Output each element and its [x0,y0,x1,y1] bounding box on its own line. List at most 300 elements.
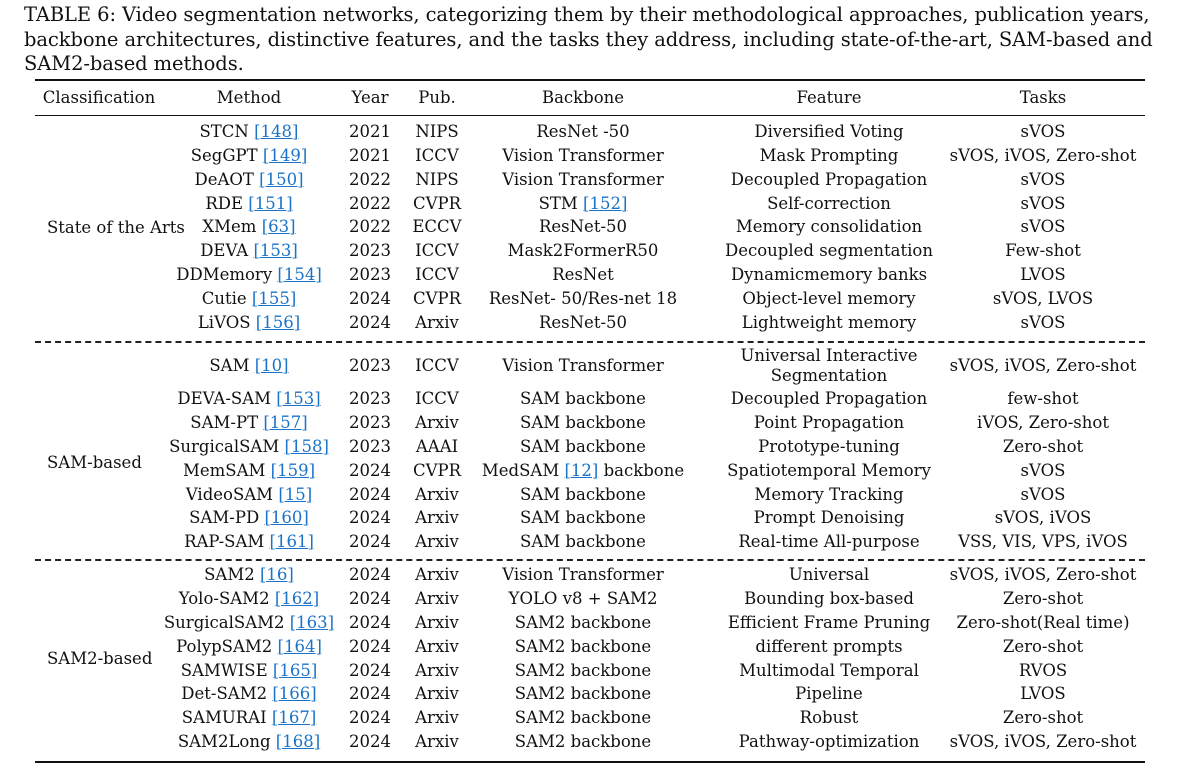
feature-value: Decoupled Propagation [730,170,928,189]
backbone-cell [515,708,651,728]
method-cell [194,170,303,190]
tasks-value: sVOS [1020,461,1066,480]
year-value: 2024 [349,613,391,632]
header-backbone: Backbone [541,88,625,107]
tasks-value: sVOS, iVOS, Zero-shot [949,146,1137,165]
citation-link[interactable]: [154] [277,265,322,284]
pub-cell [415,613,459,633]
feature-value: Pipeline [795,684,863,703]
citation-link[interactable]: [148] [254,122,299,141]
pub-cell [415,532,459,552]
header-method: Method [216,88,282,107]
pub-cell [415,170,458,190]
pub-value: Arxiv [415,613,459,632]
backbone-value: SAM backbone [520,413,646,432]
citation-link[interactable]: [161] [269,532,314,551]
year-cell [349,194,391,214]
backbone-value: ResNet-50 [538,313,628,332]
year-value: 2024 [349,708,391,727]
pub-cell [415,485,459,505]
year-value: 2024 [349,661,391,680]
pub-cell [415,356,459,376]
feature-cell [742,313,916,333]
feature-value: Efficient Frame Pruning [727,613,931,632]
tasks-cell [1003,589,1083,609]
year-cell [349,661,391,681]
pub-cell [413,194,461,214]
backbone-value: SAM backbone [520,532,646,551]
tasks-value: Zero-shot [1002,589,1084,608]
backbone-citation-link[interactable]: [152] [583,194,628,213]
pub-value: CVPR [412,461,462,480]
feature-value: Robust [799,708,859,727]
method-cell [204,565,294,585]
method-name: MemSAM [182,461,266,480]
backbone-value: Vision Transformer [502,146,664,165]
backbone-cell [536,122,629,142]
method-name: DDMemory [176,265,273,284]
backbone-value: SAM2 backbone [514,732,652,751]
method-cell [169,437,329,457]
year-cell [349,684,391,704]
feature-cell [739,732,920,752]
header-classification: Classification [42,88,156,107]
pub-value: NIPS [415,170,459,189]
year-cell [349,265,391,285]
year-value: 2023 [349,356,391,375]
feature-cell [738,532,919,552]
backbone-value: Vision Transformer [502,170,664,189]
tasks-cell [977,413,1109,433]
tasks-value: Zero-shot [1002,437,1084,456]
tasks-value: sVOS [1020,217,1066,236]
feature-value: Decoupled Propagation [730,389,928,408]
tasks-value: sVOS, iVOS [994,508,1092,527]
method-cell [202,289,297,309]
backbone-cell [515,637,651,657]
pub-value: Arxiv [415,532,459,551]
method-cell [176,637,322,657]
feature-cell [795,684,863,704]
feature-cell [728,613,930,633]
method-name: Det-SAM2 [181,684,268,703]
year-value: 2024 [349,589,391,608]
method-name: Yolo-SAM2 [178,589,270,608]
feature-value: Prompt Denoising [753,508,905,527]
feature-cell [740,346,917,386]
citation-link[interactable]: [63] [261,217,296,236]
pub-value: ICCV [415,265,459,284]
tasks-value: sVOS [1020,313,1066,332]
tasks-cell [1003,637,1083,657]
method-name: DEVA [200,241,249,260]
year-cell [349,589,391,609]
feature-value: Real-time All-purpose [738,532,920,551]
backbone-value: Vision Transformer [502,356,664,375]
method-cell [178,732,320,752]
backbone-cell [509,589,658,609]
backbone-cell [520,437,646,457]
group-label-sota: State of the Arts [47,218,185,237]
tasks-cell [1003,437,1083,457]
pub-value: Arxiv [415,732,459,751]
backbone-cell [539,313,627,333]
method-cell [200,122,299,142]
feature-cell [754,485,903,505]
feature-value: Self-correction [767,194,891,213]
backbone-value: Vision Transformer [502,565,664,584]
pub-cell [415,146,459,166]
tasks-value: sVOS [1020,194,1066,213]
backbone-cell [515,613,651,633]
pub-value: NIPS [415,122,459,141]
method-name: SAM-PT [190,413,259,432]
citation-link[interactable]: [167] [271,708,317,727]
citation-link[interactable]: [149] [262,146,308,165]
tasks-cell [1003,708,1083,728]
feature-cell [754,413,904,433]
feature-value: Decoupled segmentation [725,241,933,260]
method-cell [186,485,312,505]
method-name: STCN [199,122,249,141]
tasks-value: RVOS [1018,661,1068,680]
tasks-cell [1005,241,1081,261]
year-value: 2024 [349,565,391,584]
tasks-cell [993,289,1093,309]
year-cell [349,485,391,505]
tasks-cell [1021,170,1066,190]
citation-link[interactable]: [160] [264,508,309,527]
tasks-cell [1021,485,1066,505]
pub-value: Arxiv [415,313,459,332]
method-name: DEVA-SAM [177,389,272,408]
header-tasks: Tasks [1019,88,1067,107]
year-value: 2024 [349,684,391,703]
backbone-cell [515,661,651,681]
backbone-value: ResNet -50 [536,122,630,141]
method-name: VideoSAM [185,485,274,504]
year-value: 2023 [349,413,391,432]
citation-link[interactable]: [159] [270,461,316,480]
header-pub: Pub. [418,88,456,107]
tasks-cell [950,732,1137,752]
feature-value: Mask Prompting [759,146,899,165]
year-cell [349,217,391,237]
backbone-cell [515,684,651,704]
feature-cell [727,461,931,481]
backbone-cell [482,461,684,481]
citation-link[interactable]: [153] [253,241,298,260]
tasks-cell [1021,313,1066,333]
backbone-cell [539,217,627,237]
pub-cell [415,508,459,528]
backbone-value: SAM2 backbone [514,684,652,703]
method-name: SegGPT [190,146,258,165]
feature-value: Object-level memory [742,289,916,308]
pub-value: Arxiv [415,684,459,703]
tasks-value: sVOS [1020,170,1066,189]
tasks-cell [1007,389,1078,409]
method-name: SAM2 [204,565,255,584]
tasks-value: iVOS, Zero-shot [977,413,1109,432]
feature-value: Prototype-tuning [758,437,900,456]
method-cell [181,661,318,681]
method-name: SAMWISE [180,661,268,680]
group-label-sam: SAM-based [47,453,142,472]
backbone-value: SAM2 backbone [514,613,652,632]
citation-link[interactable]: [157] [263,413,308,432]
feature-value: Spatiotemporal Memory [727,461,931,480]
year-value: 2022 [349,194,391,213]
citation-link[interactable]: [166] [272,684,317,703]
year-cell [349,437,391,457]
tasks-value: Zero-shot(Real time) [956,613,1130,632]
year-value: 2021 [349,146,391,165]
feature-cell [754,122,903,142]
pub-cell [415,241,459,261]
pub-cell [415,413,459,433]
tasks-value: few-shot [1007,389,1079,408]
backbone-value: ResNet- 50/Res-net 18 [488,289,678,308]
pub-value: CVPR [412,194,462,213]
backbone-citation-link[interactable]: [12] [564,461,599,480]
backbone-value: SAM backbone [520,485,646,504]
method-cell [209,356,288,376]
feature-value: Memory Tracking [754,485,904,504]
feature-value: Bounding box-based [744,589,914,608]
backbone-value: Mask2FormerR50 [507,241,659,260]
pub-cell [413,289,461,309]
citation-link[interactable]: [168] [275,732,321,751]
citation-link[interactable]: [153] [276,389,321,408]
pub-cell [415,732,459,752]
year-cell [349,461,391,481]
header-year: Year [351,88,389,107]
method-name: SAM [209,356,250,375]
year-value: 2023 [349,265,391,284]
pub-value: Arxiv [415,565,459,584]
feature-cell [758,437,900,457]
method-cell [190,413,307,433]
pub-value: Arxiv [415,589,459,608]
tasks-value: sVOS, iVOS, Zero-shot [949,356,1137,375]
pub-value: ECCV [412,217,462,236]
method-name: Cutie [201,289,247,308]
feature-value: Multimodal Temporal [739,661,919,680]
header-feature: Feature [796,88,862,107]
citation-link[interactable]: [156] [255,313,301,332]
feature-cell [731,389,927,409]
pub-cell [415,265,459,285]
method-cell [179,589,319,609]
method-cell [176,265,322,285]
year-cell [349,732,391,752]
method-name: SAMURAI [181,708,267,727]
feature-cell [742,289,915,309]
feature-value: Memory consolidation [735,217,923,236]
group-label-sam2: SAM2-based [47,649,153,668]
year-cell [349,565,391,585]
pub-value: ICCV [415,356,459,375]
citation-link[interactable]: [16] [260,565,294,584]
feature-cell [755,637,902,657]
tasks-cell [1021,217,1066,237]
tasks-cell [1020,265,1065,285]
backbone-cell [552,265,614,285]
method-cell [202,217,295,237]
backbone-value: MedSAM [481,461,560,480]
pub-value: ICCV [415,389,459,408]
citation-link[interactable]: [164] [277,637,322,656]
year-value: 2024 [349,732,391,751]
method-cell [164,613,334,633]
tasks-value: Zero-shot [1002,708,1084,727]
tasks-cell [1019,661,1067,681]
section-divider-1 [35,341,1145,343]
year-cell [349,508,391,528]
method-cell [198,313,300,333]
method-cell [183,461,315,481]
citation-link[interactable]: [155] [251,289,297,308]
pub-value: ICCV [415,241,459,260]
backbone-value: STM [538,194,578,213]
feature-cell [725,241,933,261]
method-cell [189,508,309,528]
feature-value: Pathway-optimization [738,732,920,751]
year-value: 2024 [349,289,391,308]
tasks-cell [950,356,1137,376]
pub-value: Arxiv [415,661,459,680]
feature-cell [739,661,919,681]
feature-cell [760,146,899,166]
backbone-cell [502,565,664,585]
citation-link[interactable]: [165] [272,661,318,680]
section-divider-2 [35,559,1145,561]
tasks-value: VSS, VIS, VPS, iVOS [958,532,1128,551]
backbone-cell [508,241,659,261]
year-value: 2023 [349,437,391,456]
feature-cell [754,508,905,528]
tasks-value: sVOS, iVOS, Zero-shot [949,565,1137,584]
method-cell [182,708,317,728]
pub-cell [415,637,459,657]
backbone-cell [520,413,646,433]
feature-cell [767,194,891,214]
tasks-cell [1021,194,1066,214]
pub-cell [415,589,459,609]
table-caption: TABLE 6: Video segmentation networks, categorizing them by their methodological approaches, publication years, backbone architectures, distinctive features, and the tasks they address, including state-of-the-art, SAM-based and SAM2-based methods. [24,3,1153,75]
pub-value: ICCV [415,146,459,165]
method-name: PolypSAM2 [176,637,273,656]
backbone-value: SAM2 backbone [514,708,652,727]
citation-link[interactable]: [158] [284,437,329,456]
citation-link[interactable]: [162] [274,589,320,608]
year-cell [349,289,391,309]
feature-value: Dynamicmemory banks [730,265,928,284]
pub-cell [415,684,459,704]
tasks-cell [1020,684,1065,704]
year-value: 2022 [349,170,391,189]
method-cell [200,241,298,261]
tasks-cell [995,508,1092,528]
pub-cell [413,461,461,481]
pub-value: CVPR [412,289,462,308]
citation-link[interactable]: [150] [259,170,304,189]
tasks-cell [958,532,1128,552]
year-cell [349,637,391,657]
backbone-value: SAM backbone [520,437,646,456]
year-value: 2024 [349,461,391,480]
method-name: SAM-PD [189,508,260,527]
method-name: DeAOT [194,170,254,189]
citation-link[interactable]: [163] [289,613,335,632]
year-value: 2024 [349,532,391,551]
tasks-value: LVOS [1020,265,1066,284]
tasks-cell [950,146,1137,166]
backbone-cell [515,732,651,752]
feature-cell [731,265,927,285]
citation-link[interactable]: [10] [254,356,289,375]
backbone-value: SAM backbone [520,389,646,408]
pub-cell [415,122,458,142]
pub-cell [412,217,461,237]
backbone-value: SAM2 backbone [514,661,652,680]
pub-value: Arxiv [415,413,459,432]
feature-value: Lightweight memory [741,313,917,332]
backbone-value: YOLO v8 + SAM2 [508,589,658,608]
backbone-value: ResNet-50 [538,217,628,236]
year-value: 2024 [349,485,391,504]
year-value: 2024 [349,637,391,656]
bottom-rule [35,761,1145,763]
backbone-value: SAM2 backbone [514,637,652,656]
method-name: RDE [205,194,244,213]
feature-cell [736,217,922,237]
year-value: 2024 [349,313,391,332]
backbone-value: ResNet [552,265,614,284]
tasks-value: sVOS, LVOS [992,289,1094,308]
feature-value: Universal [788,565,870,584]
tasks-value: Few-shot [1005,241,1081,260]
tasks-cell [950,565,1137,585]
tasks-value: sVOS [1020,485,1066,504]
year-cell [349,708,391,728]
year-cell [349,170,391,190]
year-cell [349,613,391,633]
pub-cell [415,708,459,728]
feature-cell [789,565,869,585]
method-name: SurgicalSAM [169,437,280,456]
pub-cell [415,565,459,585]
method-name: SurgicalSAM2 [163,613,285,632]
backbone-cell [520,532,646,552]
pub-cell [415,313,459,333]
citation-link[interactable]: [151] [248,194,293,213]
feature-value-line2: Segmentation [770,366,888,385]
year-cell [349,313,391,333]
pub-value: Arxiv [415,485,459,504]
tasks-value: LVOS [1020,684,1066,703]
backbone-suffix: backbone [603,461,685,480]
citation-link[interactable]: [15] [278,485,313,504]
year-value: 2023 [349,241,391,260]
year-value: 2024 [349,508,391,527]
tasks-value: sVOS [1020,122,1066,141]
feature-value: Diversified Voting [754,122,904,141]
tasks-cell [1021,122,1066,142]
year-value: 2021 [349,122,391,141]
pub-value: AAAI [415,437,459,456]
